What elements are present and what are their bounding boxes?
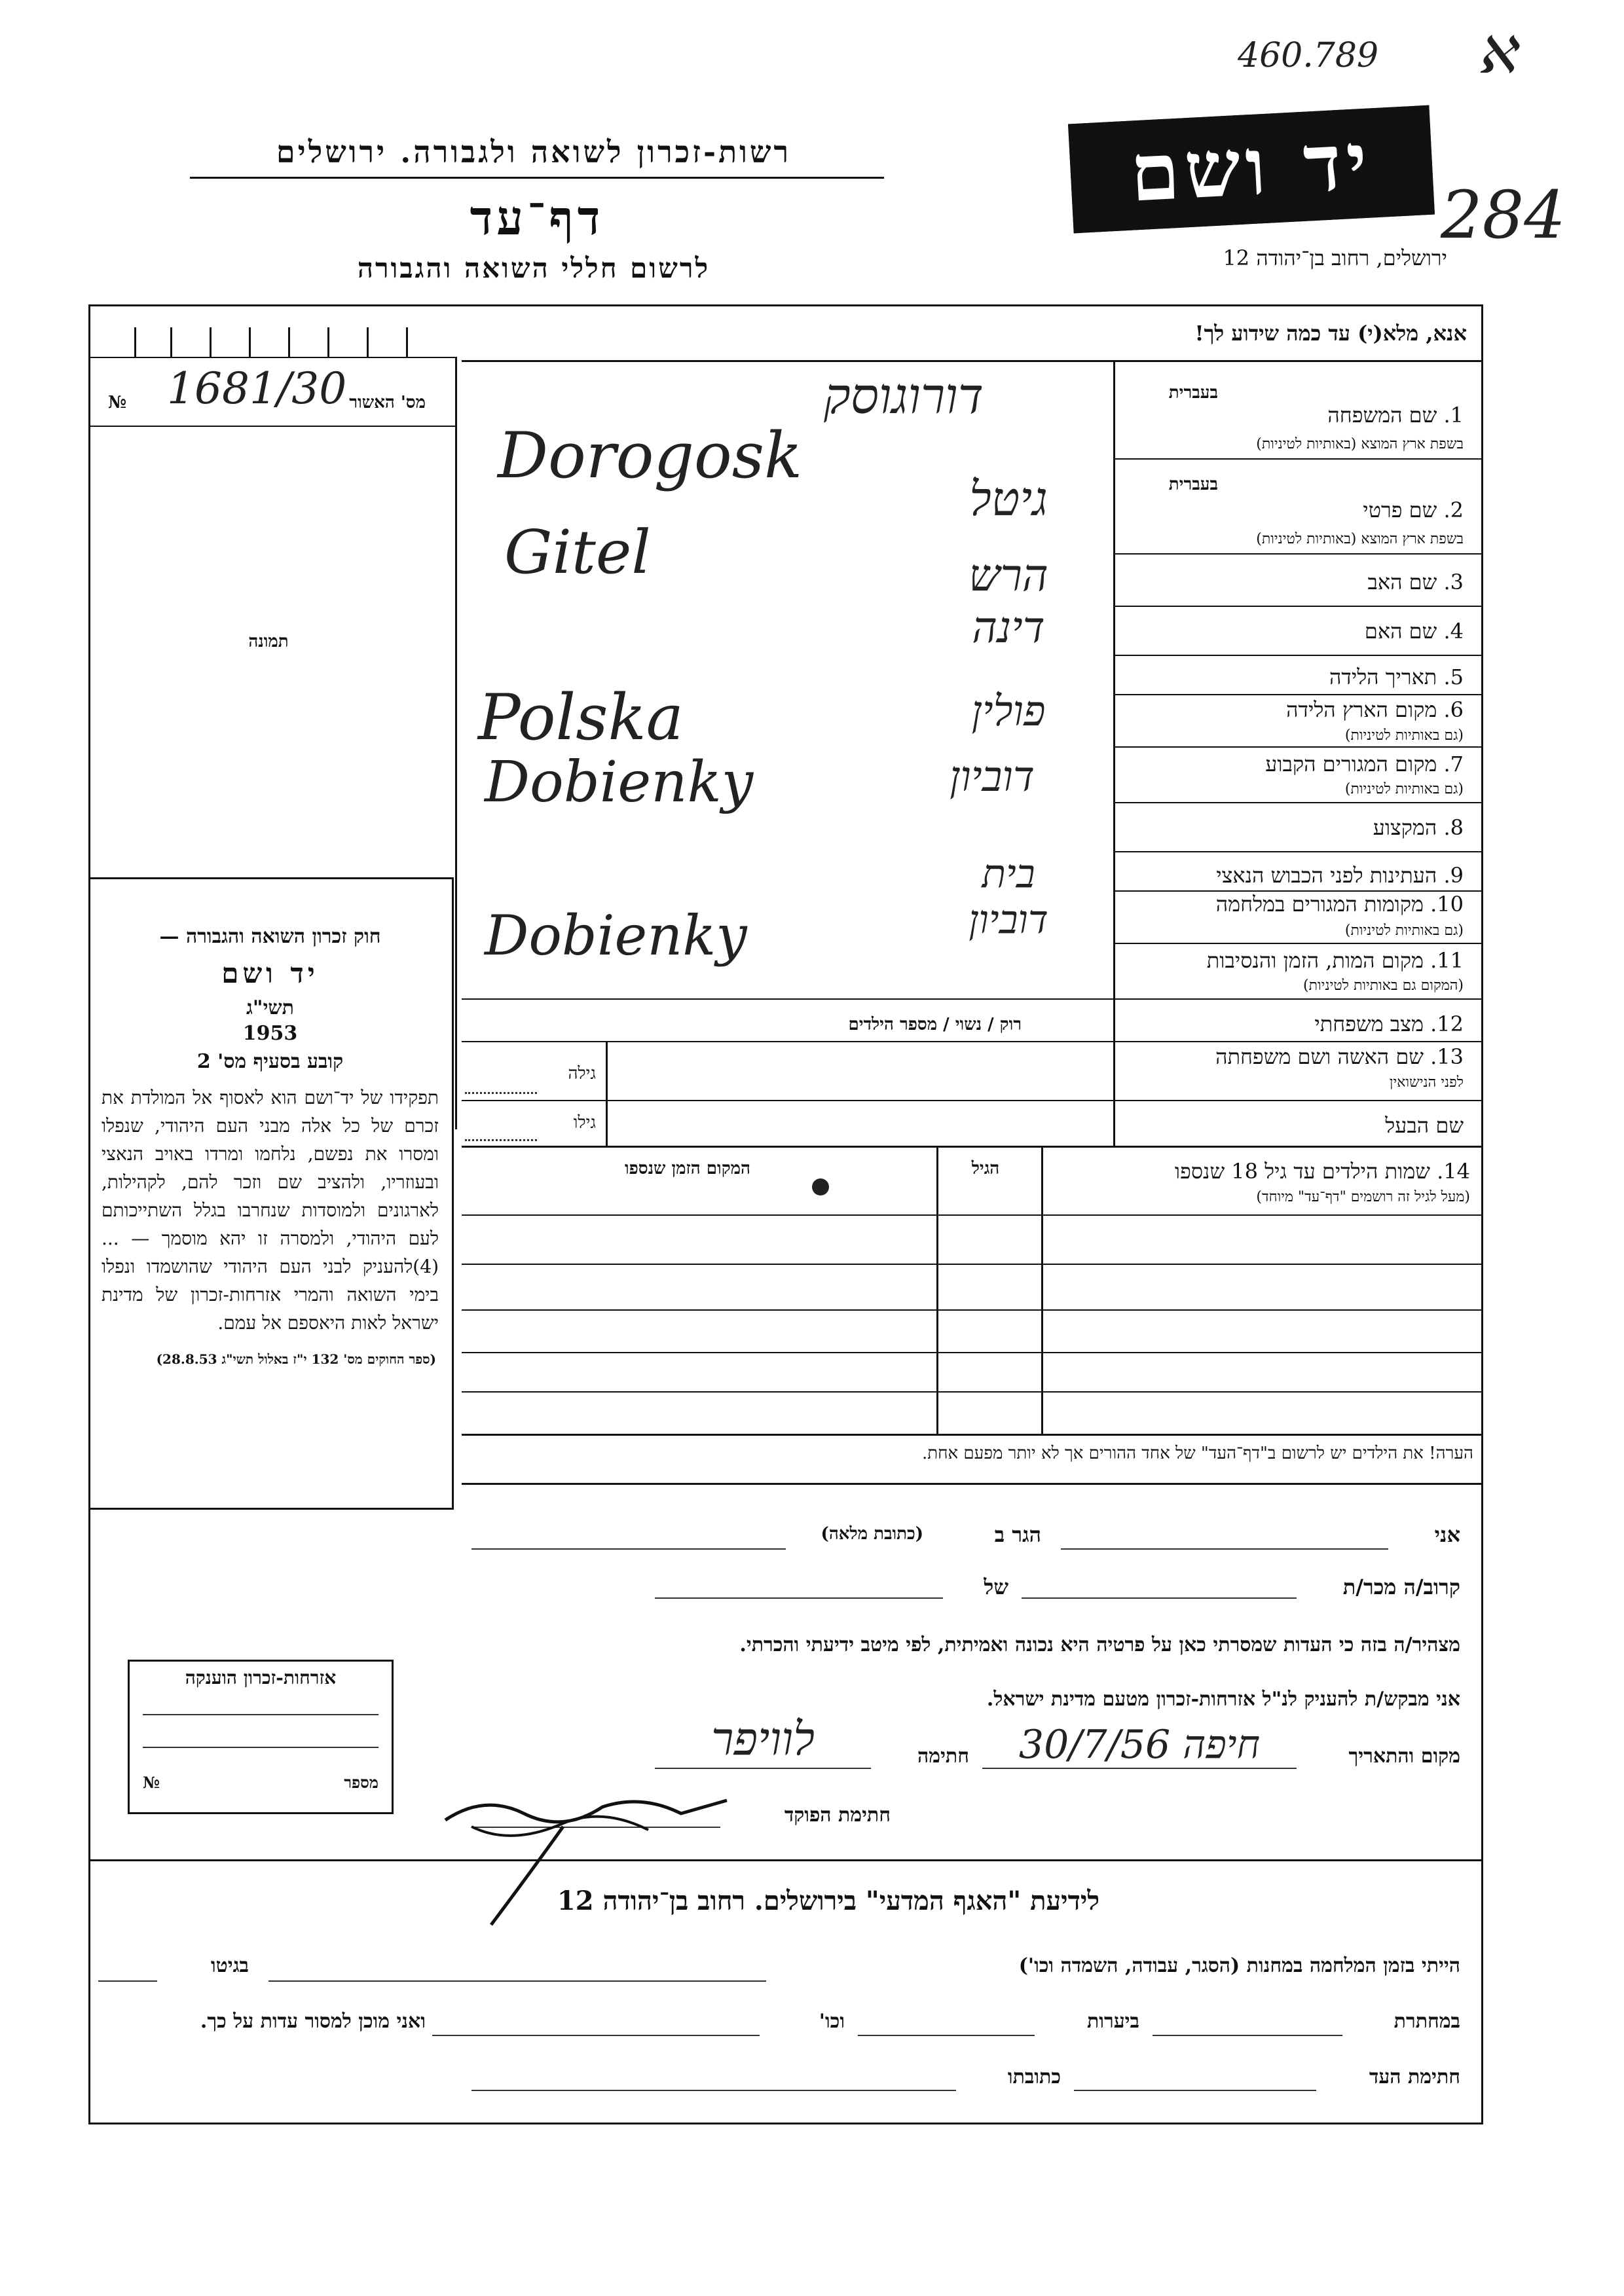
footer-ghetto: בגיטו bbox=[210, 1954, 249, 1977]
approval-tick bbox=[327, 327, 329, 357]
law-heading: חוק זכרון השואה והגבורה — bbox=[159, 925, 381, 948]
field-10-sub: (גם באותיות לטיניות) bbox=[1344, 922, 1464, 939]
row-8-line bbox=[1113, 851, 1483, 852]
note-bottom bbox=[462, 1483, 1483, 1485]
footer-his-address: כתובתו bbox=[1007, 2066, 1061, 2088]
field-5-label bbox=[1244, 665, 1464, 689]
authority-line: רשות-זכרון לשואה ולגבורה. ירושלים bbox=[276, 134, 792, 170]
law-citation: (ספר החוקים מס' 132 י"ז באלול תשי"ג 28.8.53) bbox=[156, 1351, 436, 1367]
decl-place-date-label: מקום והתאריך bbox=[1348, 1745, 1460, 1768]
row-2-line bbox=[1113, 553, 1483, 555]
approval-box-top bbox=[88, 357, 455, 358]
corner-mark: ℵ bbox=[1477, 26, 1515, 85]
yad-vashem-logo: יד ושם bbox=[1068, 105, 1435, 234]
law-year: 1953 bbox=[242, 1022, 298, 1045]
field-1-name: שם המשפחה bbox=[1327, 403, 1437, 428]
field-11-sub: (המקום גם באותיות לטיניות) bbox=[1303, 977, 1464, 994]
field-11-name: מקום המות, הזמן והנסיבות bbox=[1206, 948, 1424, 973]
birthplace-latin: Polska bbox=[478, 681, 684, 754]
footer-forests-line bbox=[858, 2035, 1035, 2036]
children-row bbox=[462, 1309, 1483, 1311]
row-husband-line bbox=[462, 1146, 1483, 1148]
law-box bbox=[88, 877, 454, 1510]
approval-tick bbox=[288, 327, 290, 357]
field-12-label bbox=[1244, 1011, 1464, 1036]
reference-number: 460.789 bbox=[1238, 36, 1379, 75]
stamp-number-label: מספר bbox=[344, 1773, 378, 1792]
authority-underline bbox=[190, 177, 884, 179]
left-column-divider bbox=[455, 357, 457, 1129]
field-6-label bbox=[1166, 697, 1464, 722]
row-6-line bbox=[1113, 746, 1483, 748]
decl-officer-label: חתימת הפוקד bbox=[784, 1804, 891, 1827]
decl-relative-label: קרוב/ה מכר/ת bbox=[1342, 1575, 1460, 1599]
row-4-line bbox=[1113, 655, 1483, 656]
row-7-line bbox=[1113, 802, 1483, 803]
approval-no-sign: № bbox=[108, 393, 127, 412]
decl-of-label: של bbox=[984, 1575, 1008, 1599]
decl-name-line bbox=[1061, 1548, 1388, 1550]
approval-tick bbox=[134, 327, 136, 357]
row-10-line bbox=[1113, 943, 1483, 944]
field-2-name: שם פרטי bbox=[1363, 498, 1437, 522]
footer-etc-line bbox=[432, 2035, 760, 2036]
age-divider-top bbox=[606, 1041, 608, 1146]
field-8-num: 8. bbox=[1443, 815, 1464, 840]
instruction-underline bbox=[462, 360, 1483, 362]
residence-latin: Dobienky bbox=[485, 750, 754, 815]
field-1-sub: בשפת ארץ המוצא (באותיות לטיניות) bbox=[1256, 436, 1464, 452]
residence-hebrew: דוביון bbox=[950, 753, 1035, 801]
marital-line: רוק / נשוי / מספר הילדים bbox=[848, 1015, 1022, 1034]
children-col-divider-2 bbox=[1041, 1146, 1043, 1434]
approval-tick bbox=[367, 327, 369, 357]
children-header-line bbox=[462, 1214, 1483, 1216]
wife-age-label: גילה bbox=[568, 1064, 596, 1084]
footer-witness-sig-line bbox=[1074, 2090, 1316, 2091]
instruction-text: אנא, מלא(י) עד כמה שידוע לך! bbox=[1194, 321, 1467, 346]
children-note: הערה! את הילדים יש לרשום ב"דף־העד" של אחד ההורים אך לא יותר מפעם אחת. bbox=[922, 1444, 1473, 1463]
footer-hiding-line bbox=[1153, 2035, 1342, 2036]
field-11-num: 11. bbox=[1430, 948, 1464, 973]
decl-address-line bbox=[471, 1548, 786, 1550]
footer-his-address-line bbox=[471, 2090, 956, 2091]
footer-forests: ביערות bbox=[1086, 2010, 1139, 2033]
field-9-name: העתינות לפני הכבוש הנאצי bbox=[1216, 863, 1437, 888]
children-col-divider-1 bbox=[936, 1146, 938, 1434]
field-5-num: 5. bbox=[1443, 665, 1464, 689]
field-7-num: 7. bbox=[1443, 752, 1464, 776]
field-7-label bbox=[1166, 752, 1464, 776]
footer-etc: וכו' bbox=[819, 2010, 845, 2033]
children-row bbox=[462, 1264, 1483, 1265]
field-7-sub: (גם באותיות לטיניות) bbox=[1344, 781, 1464, 797]
field-2-num: 2. bbox=[1443, 498, 1464, 522]
lang-hebrew-1: בעברית bbox=[1168, 383, 1218, 403]
label-column-divider bbox=[1113, 360, 1115, 1146]
footer-camps-line bbox=[268, 1980, 766, 1982]
field-4-num: 4. bbox=[1443, 619, 1464, 644]
decl-statement: מצהיר/ה בזה כי העדות שמסרתי כאן על פרטיה היא נכונה ואמיתית, לפי מיטב ידיעתי והכרתי. bbox=[739, 1633, 1460, 1656]
husband-age-label: גילו bbox=[573, 1113, 596, 1133]
field-5-name: תאריך הלידה bbox=[1329, 665, 1437, 689]
bullet-dot bbox=[812, 1178, 829, 1195]
decl-address-label: (כתובת מלאה) bbox=[821, 1524, 923, 1544]
decl-place-date-line bbox=[982, 1768, 1297, 1769]
field-13-name: שם האשה ושם משפחתה bbox=[1215, 1044, 1424, 1069]
birthplace-hebrew: פולין bbox=[971, 687, 1046, 736]
field-13-num: 13. bbox=[1430, 1044, 1464, 1069]
field-8-name: המקצוע bbox=[1373, 815, 1437, 840]
father-hebrew: הרש bbox=[969, 550, 1048, 602]
wife-age-line bbox=[465, 1092, 537, 1094]
field-12-num: 12. bbox=[1430, 1011, 1464, 1036]
field-8-label bbox=[1244, 815, 1464, 840]
decl-request: אני מבקש/ת להעניק לנ"ל אזרחות-זכרון מטעם מדינת ישראל. bbox=[986, 1688, 1460, 1711]
law-body: תפקידו של יד־ושם הוא לאסוף אל המולדת את זכרם של כל אלה מבני העם היהודי, שנפלו ומסרו את נפשם, נלחמו ומרדו באויב הנאצי ובעוזריו, ולהציב שם וזכר להם, לקהילות, לארגונים ולמוסדות שנחרבו בגלל השתייכותם לעם היהודי, ולמסרה זו יהא מוסמך — ...(4)להעניק לבני העם היהודי שהושמדו ונפלו בימי השואה והמרי אזרחות-זכרון של מדינת ישראל לאות היאספם אל עמם. bbox=[101, 1087, 439, 1334]
law-name: יד ושם bbox=[221, 957, 319, 989]
photo-label: תמונה bbox=[248, 632, 289, 651]
field-10-num: 10. bbox=[1430, 892, 1464, 917]
approval-tick bbox=[406, 327, 408, 357]
field-7-name: מקום המגורים הקבוע bbox=[1265, 752, 1437, 776]
children-sub: (מעל לגיל זה רושמים "דף־עד" מיוחד) bbox=[1256, 1189, 1470, 1205]
children-bottom bbox=[462, 1434, 1483, 1436]
row-13-line bbox=[462, 1100, 1483, 1101]
field-12-name: מצב משפחתי bbox=[1314, 1011, 1424, 1036]
footer-witness-sig: חתימת העד bbox=[1369, 2066, 1460, 2088]
row-12-line bbox=[462, 1041, 1483, 1042]
field-1-num: 1. bbox=[1443, 403, 1464, 428]
field-4-label bbox=[1244, 619, 1464, 644]
field-10-label bbox=[1126, 892, 1464, 917]
field-10-name: מקומות המגורים במלחמה bbox=[1215, 892, 1424, 917]
decl-signature-value: לוויפר bbox=[711, 1712, 815, 1766]
approval-tick bbox=[210, 327, 212, 357]
row-11-line bbox=[462, 998, 1483, 1000]
decl-i-label: אני bbox=[1434, 1522, 1460, 1547]
husband-age-line bbox=[465, 1139, 537, 1141]
decl-relative-line bbox=[1022, 1597, 1297, 1599]
children-age-header: הגיל bbox=[971, 1159, 1000, 1178]
row-5-line bbox=[1113, 694, 1483, 695]
mother-hebrew: דינה bbox=[972, 602, 1045, 653]
approval-bottom bbox=[88, 426, 455, 427]
husband-label: שם הבעל bbox=[1385, 1113, 1464, 1138]
decl-place-date-value: חיפה 30/7/56 bbox=[1018, 1722, 1261, 1768]
children-row bbox=[462, 1391, 1483, 1393]
surname-latin: Dorogosk bbox=[498, 419, 803, 492]
field-2-label bbox=[1244, 498, 1464, 522]
row-1-line bbox=[1113, 458, 1483, 460]
field-1-label bbox=[1244, 403, 1464, 428]
wartime-residence-hebrew: דוביון bbox=[969, 897, 1048, 943]
lang-hebrew-2: בעברית bbox=[1168, 475, 1218, 494]
form-title: דף־עד bbox=[470, 190, 604, 246]
field-9-label bbox=[1126, 863, 1464, 888]
footer-ghetto-line bbox=[98, 1980, 157, 1982]
field-3-num: 3. bbox=[1443, 570, 1464, 594]
row-3-line bbox=[1113, 606, 1483, 607]
decl-resident-label: הגר ב bbox=[994, 1522, 1041, 1547]
field-9-num: 9. bbox=[1443, 863, 1464, 888]
decl-signature-label: חתימה bbox=[917, 1745, 969, 1768]
field-11-label bbox=[1126, 948, 1464, 973]
approval-label: מס' האשור bbox=[349, 393, 426, 412]
footer-heading: לידיעת "האגף המדעי" בירושלים. רחוב בן־יהודה 12 bbox=[557, 1886, 1100, 1916]
law-clause: קובע בסעיף מס' 2 bbox=[196, 1050, 344, 1073]
footer-ready: ואני מוכן למסור עדות על כך. bbox=[200, 2010, 426, 2033]
decl-of-line bbox=[655, 1597, 943, 1599]
surname-hebrew: דורוגוסק bbox=[824, 367, 984, 425]
footer-divider bbox=[88, 1859, 1483, 1861]
page-number: 284 bbox=[1441, 177, 1566, 253]
children-place-header: המקום הזמן שנספו bbox=[625, 1159, 750, 1178]
citizenship-hebrew: בית bbox=[982, 851, 1035, 897]
field-4-name: שם האם bbox=[1364, 619, 1437, 644]
field-6-name: מקום הארץ הלידה bbox=[1286, 697, 1437, 722]
footer-hiding: במחתרת bbox=[1393, 2010, 1460, 2033]
field-13-sub: לפני הנישואין bbox=[1389, 1074, 1464, 1091]
approval-number: 1681/30 bbox=[167, 363, 347, 414]
children-row bbox=[462, 1352, 1483, 1353]
citizenship-stamp-box bbox=[128, 1660, 394, 1814]
footer-line1: הייתי בזמן המלחמה במחנות (הסגר, עבודה, השמדה וכו') bbox=[1018, 1954, 1460, 1977]
field-6-sub: (גם באותיות לטיניות) bbox=[1344, 727, 1464, 744]
law-year-hebrew: תשי"ג bbox=[246, 996, 294, 1019]
address-line: ירושלים, רחוב בן־יהודה 12 bbox=[1223, 246, 1447, 270]
firstname-latin: Gitel bbox=[504, 517, 651, 587]
form-subtitle: לרשום חללי השואה והגבורה bbox=[357, 252, 710, 284]
stamp-number-sign: № bbox=[143, 1773, 160, 1792]
field-3-name: שם האב bbox=[1367, 570, 1437, 594]
frame-top bbox=[88, 304, 1483, 306]
approval-tick bbox=[170, 327, 172, 357]
stamp-title: אזרחות-זכרון הוענקה bbox=[185, 1667, 337, 1688]
approval-tick bbox=[249, 327, 251, 357]
frame-bottom bbox=[88, 2123, 1483, 2124]
wartime-residence-latin: Dobienky bbox=[485, 903, 747, 968]
field-3-label bbox=[1244, 570, 1464, 594]
field-2-sub: בשפת ארץ המוצא (באותיות לטיניות) bbox=[1256, 531, 1464, 547]
field-6-num: 6. bbox=[1443, 697, 1464, 722]
children-label: 14. שמות הילדים עד גיל 18 שנספו bbox=[1174, 1159, 1470, 1184]
firstname-hebrew: גיטל bbox=[969, 471, 1048, 526]
field-13-label bbox=[1126, 1044, 1464, 1069]
